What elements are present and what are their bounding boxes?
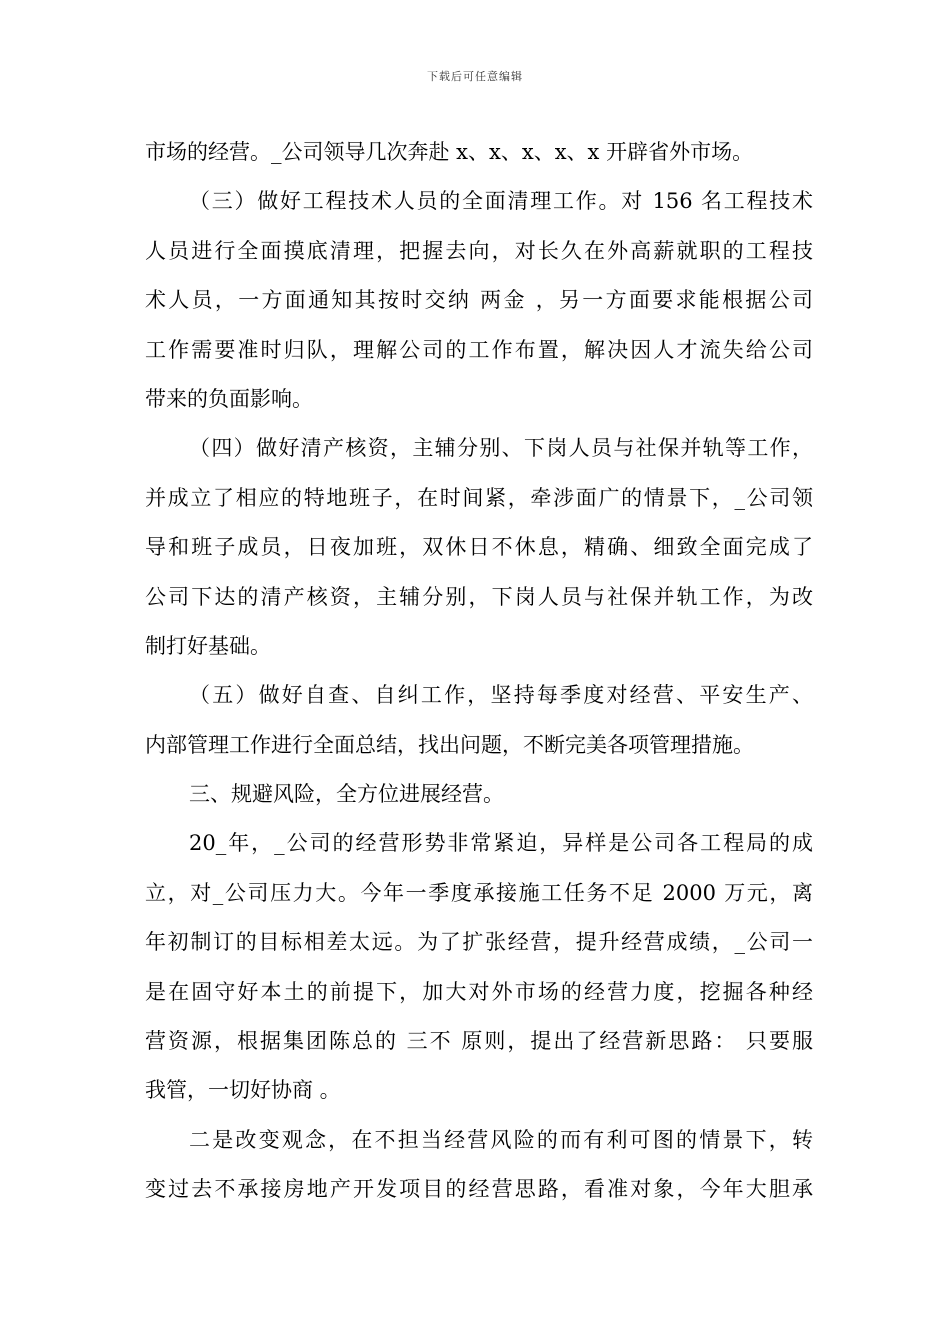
text-line: 营资源，根据集团陈总的 三不 原则，提出了经营新思路： 只要服 [145, 1029, 813, 1054]
text-line: 术人员，一方面通知其按时交纳 两金 ，另一方面要求能根据公司 [145, 288, 813, 313]
text-line: 是在固守好本土的前提下，加大对外市场的经营力度，挖掘各种经 [145, 979, 813, 1004]
text-line: 立，对_公司压力大。今年一季度承接施工任务不足 2000 万元，离 [145, 880, 813, 905]
page-header: 下载后可任意编辑 [427, 70, 523, 83]
text-line: 二是改变观念，在不担当经营风险的而有利可图的情景下，转 [189, 1127, 813, 1152]
text-line: 市场的经营。_公司领导几次奔赴 x、x、x、x、x 开辟省外市场。 [145, 140, 754, 164]
text-line: 带来的负面影响。 [145, 386, 313, 411]
text-line: 内部管理工作进行全面总结，找出问题，不断完美各项管理措施。 [145, 732, 754, 757]
text-line: 三、规避风险，全方位进展经营。 [189, 782, 504, 807]
text-line: 人员进行全面摸底清理，把握去向，对长久在外高薪就职的工程技 [145, 238, 813, 263]
text-line: （三）做好工程技术人员的全面清理工作。对 156 名工程技术 [189, 189, 813, 214]
text-line: 工作需要准时归队，理解公司的工作布置，解决因人才流失给公司 [145, 337, 813, 362]
text-line: （四）做好清产核资，主辅分别、下岗人员与社保并轨等工作， [189, 436, 813, 461]
text-line: 导和班子成员，日夜加班，双休日不休息，精确、细致全面完成了 [145, 535, 813, 560]
text-line: 20_年，_公司的经营形势非常紧迫，异样是公司各工程局的成 [189, 831, 813, 856]
text-line: 我管，一切好协商 。 [145, 1078, 341, 1103]
text-line: （五）做好自查、自纠工作，坚持每季度对经营、平安生产、 [189, 683, 813, 708]
text-line: 年初制订的目标相差太远。为了扩张经营，提升经营成绩，_公司一 [145, 930, 813, 955]
document-body [145, 128, 813, 1215]
text-line: 公司下达的清产核资，主辅分别，下岗人员与社保并轨工作，为改 [145, 584, 813, 609]
text-line: 变过去不承接房地产开发项目的经营思路，看准对象，今年大胆承 [145, 1177, 813, 1202]
text-line: 制打好基础。 [145, 633, 271, 658]
text-line: 并成立了相应的特地班子，在时间紧，牵涉面广的情景下，_公司领 [145, 485, 813, 510]
